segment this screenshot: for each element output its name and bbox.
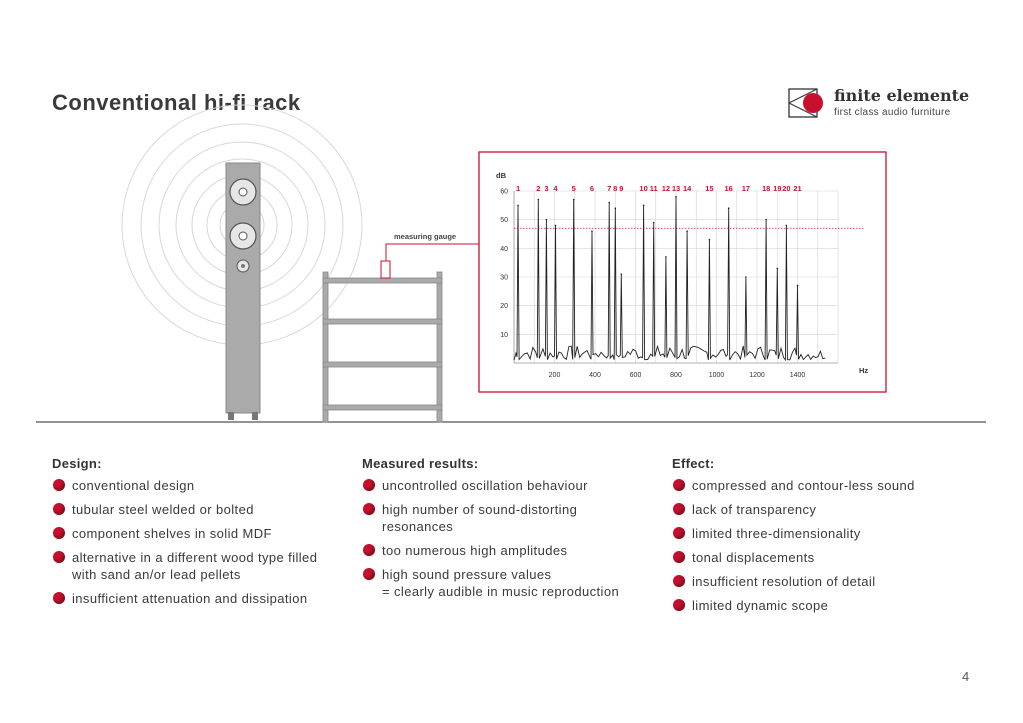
peak-label: 12: [661, 184, 671, 193]
peak-point: [675, 196, 677, 198]
list-item-text: high sound pressure values = clearly audible in music reproduction: [382, 567, 620, 599]
peak-label: 18: [761, 184, 771, 193]
peak-point: [621, 273, 623, 275]
peak-label: 3: [544, 184, 549, 193]
list-item: [362, 477, 652, 494]
peak-label: 10: [639, 184, 648, 193]
peak-label: 21: [793, 184, 802, 193]
list-item-text: tubular steel welded or bolted: [72, 502, 254, 517]
list-item: [672, 501, 962, 518]
peak-label: 4: [553, 184, 558, 193]
bullet-icon: [363, 568, 375, 580]
peak-label: 8: [613, 184, 618, 193]
peak-label: 17: [741, 184, 751, 193]
list-item-text: uncontrolled oscillation behaviour: [382, 478, 588, 493]
list-item-text: limited dynamic scope: [692, 598, 829, 613]
peak-point: [614, 207, 616, 209]
x-tick-label: 600: [629, 372, 642, 379]
list-item: [672, 477, 962, 494]
bullet-icon: [53, 503, 65, 515]
measuring-gauge-sensor: [381, 244, 480, 278]
y-tick-label: 50: [500, 217, 508, 225]
bullet-icon: [53, 527, 65, 539]
bullet-icon: [363, 544, 375, 556]
peak-label: 14: [682, 184, 692, 193]
list-item-text: compressed and contour-less sound: [692, 478, 915, 493]
peak-label: 20: [782, 184, 791, 193]
list-item: [672, 573, 962, 590]
list-item-text: tonal displacements: [692, 550, 815, 565]
y-tick-label: 60: [500, 188, 508, 196]
bullet-icon: [53, 479, 65, 491]
list-item: [52, 477, 342, 494]
peak-point: [517, 205, 519, 207]
peak-label: 16: [724, 184, 733, 193]
peak-label: 2: [536, 184, 541, 193]
peak-point: [709, 239, 711, 241]
x-tick-label: 1200: [749, 372, 765, 379]
gauge-label: measuring gauge: [394, 232, 457, 241]
bullet-icon: [673, 551, 685, 563]
list-item: [362, 542, 652, 559]
list-item-text: limited three-dimensionality: [692, 526, 861, 541]
effect-heading: Effect:: [672, 456, 715, 471]
x-tick-label: 1000: [708, 372, 725, 379]
x-tick-label: 400: [589, 372, 601, 379]
effect-column: [672, 456, 962, 621]
y-tick-label: 40: [500, 245, 508, 253]
peak-label: 6: [589, 184, 595, 193]
bullet-icon: [673, 503, 685, 515]
peak-label: 1: [515, 184, 521, 193]
list-item-text: conventional design: [72, 478, 195, 493]
peak-point: [573, 199, 575, 201]
peak-point: [765, 219, 767, 221]
x-tick-label: 200: [548, 372, 561, 379]
list-item-text: component shelves in solid MDF: [72, 526, 272, 541]
list-item: [52, 501, 342, 518]
peak-point: [546, 219, 548, 221]
y-tick-label: 30: [500, 274, 508, 282]
list-item: [52, 590, 342, 607]
peak-point: [776, 268, 778, 270]
peak-label: 13: [671, 184, 681, 193]
list-item: [362, 566, 652, 600]
logo-brand-name: finite elemente: [834, 86, 970, 105]
peak-label: 9: [619, 184, 624, 193]
peak-point: [728, 207, 730, 209]
bullet-icon: [673, 599, 685, 611]
bullet-icon: [363, 503, 375, 515]
list-item-text: lack of transparency: [692, 502, 817, 517]
hifi-rack: [323, 272, 442, 422]
peak-point: [745, 276, 747, 278]
peak-point: [665, 256, 667, 258]
peak-label: 19: [773, 184, 782, 193]
y-tick-label: 10: [500, 331, 508, 339]
peak-point: [555, 225, 557, 227]
list-item: [52, 549, 342, 583]
page-number: 4: [962, 669, 970, 684]
design-column: [52, 456, 342, 614]
peak-point: [786, 225, 788, 227]
list-item-text: too numerous high amplitudes: [382, 543, 568, 558]
peak-label: 7: [607, 184, 612, 193]
peak-point: [538, 199, 540, 201]
list-item-text: high number of sound-distorting resonances: [382, 502, 578, 534]
bullet-icon: [673, 527, 685, 539]
x-axis-label: Hz: [859, 366, 869, 375]
bullet-icon: [673, 479, 685, 491]
peak-point: [643, 205, 645, 207]
list-item: [672, 597, 962, 614]
peak-point: [686, 230, 688, 232]
peak-point: [797, 285, 799, 287]
bullet-icon: [53, 592, 65, 604]
list-item-text: insufficient attenuation and dissipation: [72, 591, 308, 606]
x-tick-label: 1400: [789, 372, 806, 379]
peak-point: [653, 222, 655, 224]
loudspeaker: [226, 163, 260, 420]
list-item: [672, 525, 962, 542]
peak-point: [608, 202, 610, 204]
bullet-icon: [53, 551, 65, 563]
measured-results-heading: Measured results:: [362, 456, 479, 471]
bullet-icon: [673, 575, 685, 587]
list-item: [672, 549, 962, 566]
y-axis-label: dB: [496, 171, 506, 180]
list-item-text: insufficient resolution of detail: [692, 574, 876, 589]
page-title: Conventional hi-fi rack: [52, 90, 301, 115]
y-tick-label: 20: [500, 303, 508, 311]
list-item: [52, 525, 342, 542]
logo-tagline: first class audio furniture: [834, 107, 951, 118]
list-item: [362, 501, 652, 535]
design-heading: Design:: [52, 456, 102, 471]
resonance-chart: [478, 151, 888, 395]
peak-label: 15: [705, 184, 714, 193]
list-item-text: alternative in a different wood type filled with sand an/or lead pellets: [72, 550, 318, 582]
peak-point: [591, 230, 593, 232]
measured-results-column: [362, 456, 652, 607]
peak-label: 11: [649, 184, 658, 193]
peak-label: 5: [571, 184, 576, 193]
x-tick-label: 800: [670, 372, 682, 379]
bullet-icon: [363, 479, 375, 491]
